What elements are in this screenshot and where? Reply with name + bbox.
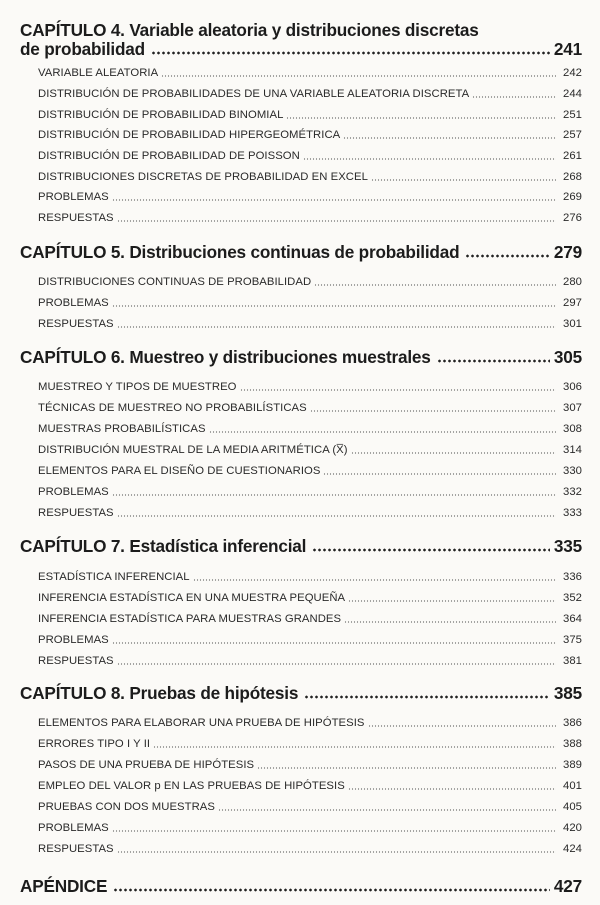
toc-entry-page: 251 — [563, 109, 582, 121]
dot-leader — [303, 158, 556, 160]
dot-leader — [117, 220, 556, 222]
toc-entry-page: 276 — [563, 212, 582, 224]
toc-entry-page: 242 — [563, 67, 582, 79]
dot-leader — [113, 888, 550, 892]
toc-entry-label: RESPUESTAS — [38, 843, 114, 855]
dot-leader — [151, 51, 550, 55]
dot-leader — [437, 359, 550, 363]
chapter-6-title: CAPÍTULO 6. Muestreo y distribuciones muestrales — [20, 347, 431, 367]
toc-entry — [38, 422, 582, 436]
toc-entry-label: ERRORES TIPO I Y II — [38, 738, 151, 750]
appendix-title: APÉNDICE — [20, 876, 108, 896]
toc-entry-label: DISTRIBUCIONES CONTINUAS DE PROBABILIDAD — [38, 276, 312, 288]
toc-entry — [38, 842, 582, 856]
toc-entry — [38, 128, 582, 142]
toc-entry — [38, 506, 582, 520]
dot-leader — [112, 199, 556, 201]
toc-entry-page: 306 — [563, 381, 582, 393]
toc-entry — [38, 87, 582, 101]
toc-entry-label: EMPLEO DEL VALOR p EN LAS PRUEBAS DE HIPÓTESIS — [38, 780, 345, 792]
toc-entry — [38, 464, 582, 478]
dot-leader — [312, 548, 550, 552]
toc-entry — [38, 570, 582, 584]
toc-entry-label: PROBLEMAS — [38, 822, 109, 834]
dot-leader — [310, 410, 556, 412]
toc-entry-page: 280 — [563, 276, 582, 288]
chapter-5-title: CAPÍTULO 5. Distribuciones continuas de probabilidad — [20, 242, 460, 262]
toc-entry-label: VARIABLE ALEATORIA — [38, 67, 159, 79]
dot-leader — [371, 179, 556, 181]
toc-entry — [38, 66, 582, 80]
appendix-heading — [20, 877, 582, 896]
toc-entry — [38, 716, 582, 730]
toc-entry-label: DISTRIBUCIÓN MUESTRAL DE LA MEDIA ARITMÉTICA (X̅) — [38, 444, 348, 456]
toc-entry-page: 308 — [563, 423, 582, 435]
chapter-6-heading — [20, 348, 582, 367]
toc-entry-label: TÉCNICAS DE MUESTREO NO PROBABILÍSTICAS — [38, 402, 307, 414]
dot-leader — [465, 254, 550, 258]
dot-leader — [218, 809, 556, 811]
dot-leader — [304, 695, 550, 699]
toc-entry — [38, 401, 582, 415]
toc-entry-page: 330 — [563, 465, 582, 477]
toc-entry-page: 268 — [563, 171, 582, 183]
dot-leader — [161, 75, 556, 77]
chapter-4-title-line2: de probabilidad — [20, 39, 145, 59]
toc-entry-page: 386 — [563, 717, 582, 729]
toc-entry-page: 388 — [563, 738, 582, 750]
toc-entry — [38, 296, 582, 310]
dot-leader — [344, 621, 556, 623]
chapter-4-page: 241 — [553, 39, 582, 59]
chapter-8-heading — [20, 684, 582, 703]
toc-entry — [38, 443, 582, 457]
toc-entry-label: PROBLEMAS — [38, 634, 109, 646]
toc-entry-page: 297 — [563, 297, 582, 309]
toc-entry — [38, 108, 582, 122]
toc-entry — [38, 737, 582, 751]
dot-leader — [343, 137, 556, 139]
dot-leader — [472, 96, 556, 98]
toc-entry-page: 401 — [563, 780, 582, 792]
dot-leader — [153, 746, 556, 748]
dot-leader — [240, 389, 556, 391]
dot-leader — [286, 117, 556, 119]
toc-entry — [38, 654, 582, 668]
chapter-6-page: 305 — [553, 347, 582, 367]
dot-leader — [257, 767, 556, 769]
toc-entry-label: PROBLEMAS — [38, 486, 109, 498]
toc-entry-page: 269 — [563, 191, 582, 203]
toc-entry — [38, 800, 582, 814]
chapter-5-page: 279 — [553, 242, 582, 262]
dot-leader — [112, 642, 556, 644]
toc-entry-page: 261 — [563, 150, 582, 162]
toc-entry-page: 424 — [563, 843, 582, 855]
toc-entry-label: ESTADÍSTICA INFERENCIAL — [38, 571, 190, 583]
toc-entry — [38, 275, 582, 289]
toc-entry — [38, 190, 582, 204]
toc-entry — [38, 779, 582, 793]
toc-entry-page: 405 — [563, 801, 582, 813]
toc-entry-label: MUESTRAS PROBABILÍSTICAS — [38, 423, 206, 435]
toc-entry-label: DISTRIBUCIONES DISCRETAS DE PROBABILIDAD EN EXCEL — [38, 171, 368, 183]
toc-entry-label: RESPUESTAS — [38, 318, 114, 330]
chapter-7-title: CAPÍTULO 7. Estadística inferencial — [20, 536, 307, 556]
toc-entry-label: RESPUESTAS — [38, 212, 114, 224]
toc-entry-label: PROBLEMAS — [38, 297, 109, 309]
toc-entry — [38, 591, 582, 605]
toc-entry-page: 336 — [563, 571, 582, 583]
toc-entry-label: INFERENCIA ESTADÍSTICA EN UNA MUESTRA PEQUEÑA — [38, 592, 346, 604]
toc-entry-label: ELEMENTOS PARA ELABORAR UNA PRUEBA DE HIPÓTESIS — [38, 717, 365, 729]
dot-leader — [117, 851, 556, 853]
dot-leader — [112, 830, 556, 832]
toc-entry — [38, 485, 582, 499]
chapter-7-heading — [20, 537, 582, 556]
toc-entry-page: 244 — [563, 88, 582, 100]
toc-entry — [38, 317, 582, 331]
dot-leader — [193, 579, 556, 581]
toc-entry-page: 381 — [563, 655, 582, 667]
dot-leader — [117, 663, 556, 665]
toc-entry-label: PASOS DE UNA PRUEBA DE HIPÓTESIS — [38, 759, 255, 771]
toc-entry-label: RESPUESTAS — [38, 507, 114, 519]
toc-entry-page: 307 — [563, 402, 582, 414]
chapter-8-title: CAPÍTULO 8. Pruebas de hipótesis — [20, 683, 299, 703]
toc-entry-label: ELEMENTOS PARA EL DISEÑO DE CUESTIONARIOS — [38, 465, 321, 477]
chapter-8-page: 385 — [553, 683, 582, 703]
chapter-7-page: 335 — [553, 536, 582, 556]
toc-entry-page: 314 — [563, 444, 582, 456]
toc-entry-page: 389 — [563, 759, 582, 771]
toc-entry-page: 333 — [563, 507, 582, 519]
toc-entry — [38, 612, 582, 626]
dot-leader — [348, 788, 556, 790]
appendix-page: 427 — [553, 876, 582, 896]
toc-entry-label: INFERENCIA ESTADÍSTICA PARA MUESTRAS GRANDES — [38, 613, 342, 625]
toc-entry-label: RESPUESTAS — [38, 655, 114, 667]
toc-entry-label: PRUEBAS CON DOS MUESTRAS — [38, 801, 215, 813]
toc-entry-label: MUESTREO Y TIPOS DE MUESTREO — [38, 381, 237, 393]
toc-entry-label: DISTRIBUCIÓN DE PROBABILIDAD BINOMIAL — [38, 109, 284, 121]
toc-entry — [38, 380, 582, 394]
toc-entry — [38, 821, 582, 835]
chapter-4-heading — [20, 20, 582, 59]
dot-leader — [117, 326, 556, 328]
dot-leader — [117, 515, 556, 517]
toc-entry-page: 420 — [563, 822, 582, 834]
chapter-5-heading — [20, 243, 582, 262]
dot-leader — [209, 431, 556, 433]
dot-leader — [351, 452, 556, 454]
toc-entry-page: 364 — [563, 613, 582, 625]
toc-entry — [38, 633, 582, 647]
dot-leader — [112, 305, 556, 307]
toc-entry-label: DISTRIBUCIÓN DE PROBABILIDADES DE UNA VARIABLE ALEATORIA DISCRETA — [38, 88, 470, 100]
toc-entry-label: DISTRIBUCIÓN DE PROBABILIDAD HIPERGEOMÉTRICA — [38, 129, 341, 141]
toc-entry-page: 301 — [563, 318, 582, 330]
toc-entry — [38, 170, 582, 184]
dot-leader — [348, 600, 556, 602]
dot-leader — [314, 284, 556, 286]
toc-entry-page: 352 — [563, 592, 582, 604]
chapter-4-title-line1: CAPÍTULO 4. Variable aleatoria y distribuciones discretas — [20, 20, 479, 40]
dot-leader — [368, 725, 557, 727]
toc-entry-label: PROBLEMAS — [38, 191, 109, 203]
toc-entry-label: DISTRIBUCIÓN DE PROBABILIDAD DE POISSON — [38, 150, 300, 162]
toc-entry-page: 257 — [563, 129, 582, 141]
dot-leader — [323, 473, 556, 475]
toc-entry — [38, 149, 582, 163]
toc-entry-page: 332 — [563, 486, 582, 498]
dot-leader — [112, 494, 556, 496]
toc-entry — [38, 758, 582, 772]
toc-entry-page: 375 — [563, 634, 582, 646]
toc-entry — [38, 211, 582, 225]
